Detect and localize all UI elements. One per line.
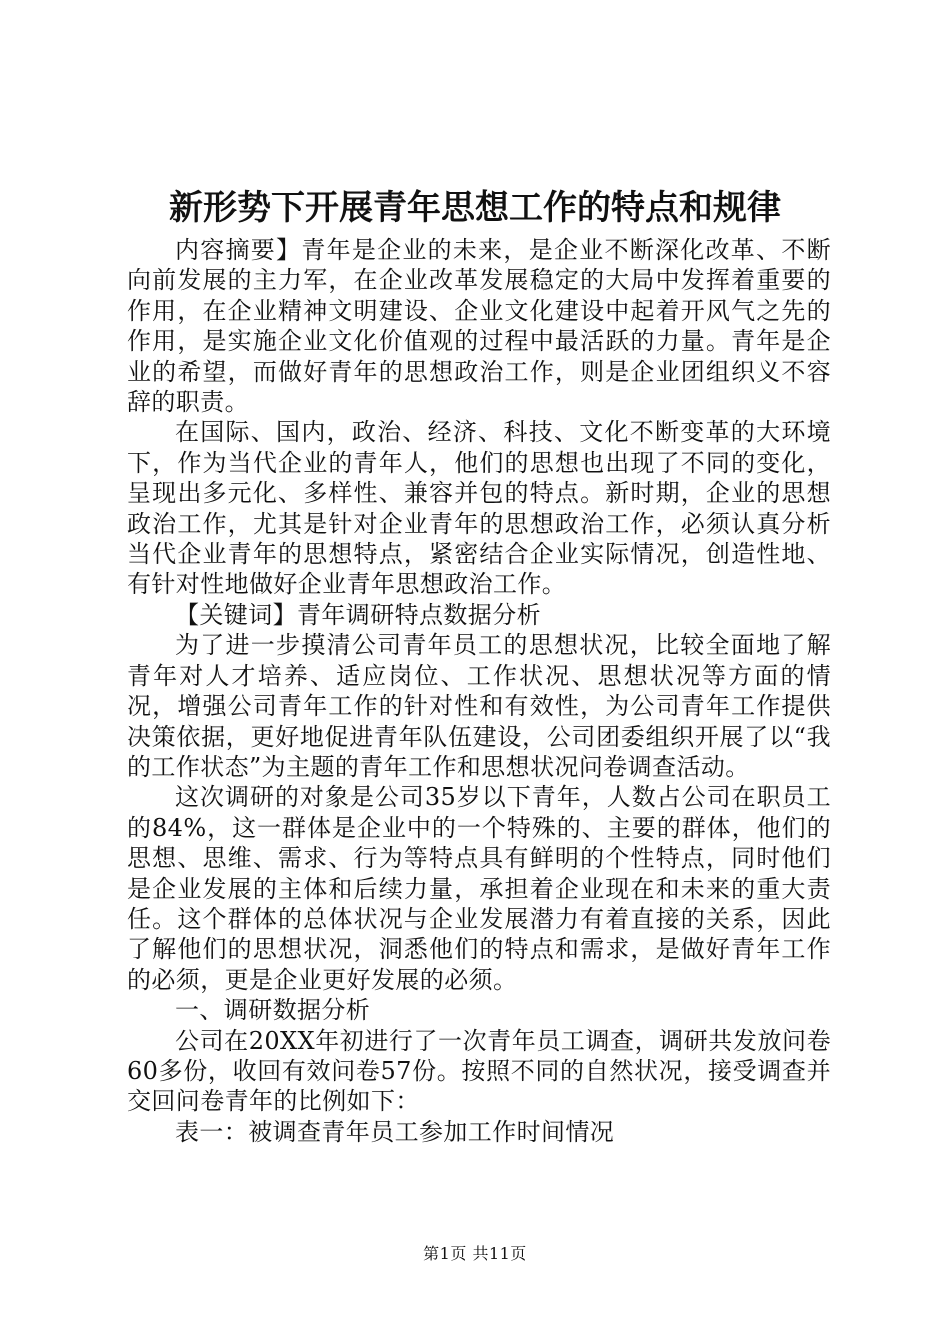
document-body <box>127 235 831 1147</box>
paragraph-background: 在国际、国内，政治、经济、科技、文化不断变革的大环境下，作为当代企业的青年人，他们的思想也出现了不同的变化，呈现出多元化、多样性、兼容并包的特点。新时期，企业的思想政治工作，尤其是针对企业青年的思想政治工作，必须认真分析当代企业青年的思想特点，紧密结合企业实际情况，创造性地、有针对性地做好企业青年思想政治工作。 <box>127 418 831 599</box>
page-footer: 第1页 共11页 <box>423 1244 527 1263</box>
paragraph-survey-subjects: 这次调研的对象是公司35岁以下青年，人数占公司在职员工的84%，这一群体是企业中的一个特殊的、主要的群体，他们的思想、思维、需求、行为等特点具有鲜明的个性特点，同时他们是企业发展的主体和后续力量，承担着企业现在和未来的重大责任。这个群体的总体状况与企业发展潜力有着直接的关系，因此了解他们的思想状况，洞悉他们的特点和需求，是做好青年工作的必须，更是企业更好发展的必须。 <box>127 783 831 994</box>
document-title: 新形势下开展青年思想工作的特点和规律 <box>169 188 781 228</box>
paragraph-survey-details: 公司在20XX年初进行了一次青年员工调查，调研共发放问卷60多份，收回有效问卷57份。按照不同的自然状况，接受调查并交回问卷青年的比例如下： <box>127 1026 831 1116</box>
paragraph-purpose: 为了进一步摸清公司青年员工的思想状况，比较全面地了解青年对人才培养、适应岗位、工作状况、思想状况等方面的情况，增强公司青年工作的针对性和有效性，为公司青年工作提供决策依据，更好地促进青年队伍建设，公司团委组织开展了以“我的工作状态”为主题的青年工作和思想状况问卷调查活动。 <box>127 631 831 781</box>
paragraph-abstract: 内容摘要】青年是企业的未来，是企业不断深化改革、不断向前发展的主力军，在企业改革发展稳定的大局中发挥着重要的作用，在企业精神文明建设、企业文化建设中起着开风气之先的作用，是实施企业文化价值观的过程中最活跃的力量。青年是企业的希望，而做好青年的思想政治工作，则是企业团组织义不容辞的职责。 <box>127 236 831 417</box>
table-caption: 表一：被调查青年员工参加工作时间情况 <box>175 1117 615 1146</box>
paragraph-keywords: 【关键词】青年调研特点数据分析 <box>175 600 541 629</box>
section-heading-data-analysis: 一、调研数据分析 <box>175 996 371 1025</box>
